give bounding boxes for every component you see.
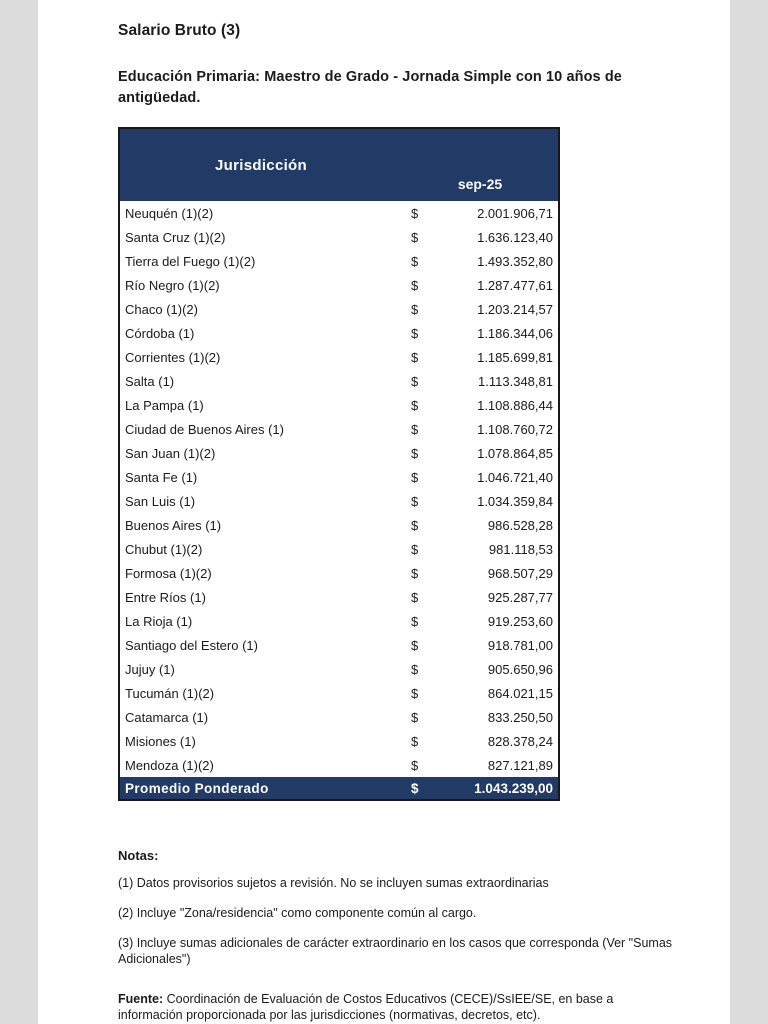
- salary-table: [118, 127, 560, 801]
- column-header-jurisdiccion: Jurisdicción: [119, 128, 402, 201]
- amount-value: 968.507,29: [487, 565, 553, 581]
- amount-value: 925.287,77: [487, 589, 553, 605]
- table-row: [119, 561, 559, 585]
- currency-symbol: $: [411, 349, 419, 365]
- currency-symbol: $: [411, 733, 419, 749]
- currency-symbol: $: [411, 253, 419, 269]
- currency-symbol: $: [411, 469, 419, 485]
- currency-symbol: $: [411, 709, 419, 725]
- footer-label: Promedio Ponderado: [119, 777, 402, 800]
- amount-value: 833.250,50: [487, 709, 553, 725]
- currency-symbol: $: [411, 589, 419, 605]
- currency-symbol: $: [411, 780, 419, 796]
- jurisdiction-cell: Chaco (1)(2): [125, 301, 198, 317]
- amount-value: 1.046.721,40: [477, 469, 553, 485]
- currency-symbol: $: [411, 517, 419, 533]
- table-row: [119, 225, 559, 249]
- table-row: [119, 633, 559, 657]
- amount-cell: [402, 441, 559, 465]
- jurisdiction-cell: Neuquén (1)(2): [125, 205, 214, 221]
- table-row: [119, 417, 559, 441]
- jurisdiction-cell: La Pampa (1): [125, 397, 204, 413]
- footer-amount-cell: [402, 777, 559, 800]
- amount-value: 864.021,15: [487, 685, 553, 701]
- source-label: Fuente:: [118, 992, 164, 1007]
- amount-value: 981.118,53: [488, 541, 553, 557]
- amount-cell: [402, 633, 559, 657]
- currency-symbol: $: [411, 205, 419, 221]
- currency-symbol: $: [411, 661, 419, 677]
- jurisdiction-cell: San Luis (1): [125, 493, 196, 509]
- amount-value: 1.108.886,44: [477, 397, 553, 413]
- amount-cell: [402, 753, 559, 777]
- table-header: [119, 128, 559, 201]
- amount-cell: [402, 681, 559, 705]
- footer-amount-value: 1.043.239,00: [474, 780, 553, 796]
- amount-cell: [402, 249, 559, 273]
- jurisdiction-cell: Buenos Aires (1): [125, 517, 222, 533]
- column-header-period: sep-25: [402, 128, 559, 201]
- table-row: [119, 321, 559, 345]
- amount-value: 1.078.864,85: [477, 445, 553, 461]
- amount-cell: [402, 609, 559, 633]
- table-body: [119, 201, 559, 777]
- jurisdiction-cell: Formosa (1)(2): [125, 565, 212, 581]
- jurisdiction-cell: Entre Ríos (1): [125, 589, 206, 605]
- jurisdiction-cell: Tierra del Fuego (1)(2): [125, 253, 256, 269]
- note-item-2: (2) Incluye "Zona/residencia" como componente común al cargo.: [118, 906, 477, 921]
- currency-symbol: $: [411, 613, 419, 629]
- jurisdiction-cell: Misiones (1): [125, 733, 196, 749]
- table-row: [119, 489, 559, 513]
- page-title: Salario Bruto (3): [118, 22, 241, 39]
- amount-cell: [402, 225, 559, 249]
- notes-heading: Notas:: [118, 848, 159, 864]
- amount-value: 1.186.344,06: [477, 325, 553, 341]
- jurisdiction-cell: Córdoba (1): [125, 325, 195, 341]
- currency-symbol: $: [411, 373, 419, 389]
- amount-cell: [402, 729, 559, 753]
- currency-symbol: $: [411, 325, 419, 341]
- document-page: [38, 0, 730, 1024]
- jurisdiction-cell: Mendoza (1)(2): [125, 757, 214, 773]
- table-row: [119, 297, 559, 321]
- jurisdiction-cell: Corrientes (1)(2): [125, 349, 221, 365]
- amount-value: 905.650,96: [487, 661, 553, 677]
- table-row: [119, 729, 559, 753]
- amount-value: 1.113.348,81: [478, 373, 553, 389]
- amount-cell: [402, 345, 559, 369]
- amount-cell: [402, 585, 559, 609]
- table-row: [119, 441, 559, 465]
- amount-value: 828.378,24: [487, 733, 553, 749]
- jurisdiction-cell: Santiago del Estero (1): [125, 637, 258, 653]
- table-row: [119, 393, 559, 417]
- source-text: Coordinación de Evaluación de Costos Educativos (CECE)/SsIEE/SE, en base a información proporcionada por las jurisdicciones (normativas, decretos, etc).: [118, 992, 614, 1023]
- amount-cell: [402, 393, 559, 417]
- amount-cell: [402, 465, 559, 489]
- amount-cell: [402, 489, 559, 513]
- amount-cell: [402, 537, 559, 561]
- table-row: [119, 609, 559, 633]
- jurisdiction-cell: Jujuy (1): [125, 661, 175, 677]
- amount-value: 918.781,00: [487, 637, 553, 653]
- table-row: [119, 657, 559, 681]
- jurisdiction-cell: Salta (1): [125, 373, 175, 389]
- currency-symbol: $: [411, 397, 419, 413]
- table-row: [119, 537, 559, 561]
- currency-symbol: $: [411, 277, 419, 293]
- amount-value: 986.528,28: [487, 517, 553, 533]
- amount-value: 827.121,89: [487, 757, 553, 773]
- note-item-3: (3) Incluye sumas adicionales de carácter extraordinario en los casos que corresponda (Ver "Sumas Adicionales"): [118, 936, 673, 967]
- table-footer: [119, 777, 559, 800]
- amount-cell: [402, 657, 559, 681]
- jurisdiction-cell: Chubut (1)(2): [125, 541, 203, 557]
- amount-cell: [402, 297, 559, 321]
- amount-cell: [402, 705, 559, 729]
- currency-symbol: $: [411, 565, 419, 581]
- amount-value: 1.287.477,61: [477, 277, 553, 293]
- table-row: [119, 465, 559, 489]
- table-row: [119, 753, 559, 777]
- amount-value: 2.001.906,71: [477, 205, 553, 221]
- table-row: [119, 705, 559, 729]
- currency-symbol: $: [411, 493, 419, 509]
- notes-section: [118, 848, 693, 967]
- jurisdiction-cell: Catamarca (1): [125, 709, 209, 725]
- amount-cell: [402, 273, 559, 297]
- amount-value: 1.108.760,72: [477, 421, 553, 437]
- jurisdiction-cell: Río Negro (1)(2): [125, 277, 220, 293]
- jurisdiction-cell: Tucumán (1)(2): [125, 685, 215, 701]
- amount-cell: [402, 561, 559, 585]
- table-row: [119, 201, 559, 225]
- table-row: [119, 681, 559, 705]
- source-section: [118, 991, 678, 1024]
- currency-symbol: $: [411, 421, 419, 437]
- jurisdiction-cell: La Rioja (1): [125, 613, 193, 629]
- table-row: [119, 369, 559, 393]
- currency-symbol: $: [411, 541, 419, 557]
- amount-cell: [402, 321, 559, 345]
- jurisdiction-cell: San Juan (1)(2): [125, 445, 216, 461]
- jurisdiction-cell: Ciudad de Buenos Aires (1): [125, 421, 284, 437]
- amount-value: 1.034.359,84: [477, 493, 553, 509]
- table-row: [119, 249, 559, 273]
- jurisdiction-cell: Santa Cruz (1)(2): [125, 229, 226, 245]
- amount-value: 1.185.699,81: [477, 349, 553, 365]
- table-row: [119, 273, 559, 297]
- currency-symbol: $: [411, 301, 419, 317]
- currency-symbol: $: [411, 757, 419, 773]
- amount-cell: [402, 513, 559, 537]
- amount-cell: [402, 369, 559, 393]
- amount-cell: [402, 201, 559, 225]
- amount-value: 1.493.352,80: [477, 253, 553, 269]
- amount-value: 919.253,60: [487, 613, 553, 629]
- table-row: [119, 513, 559, 537]
- table-row: [119, 345, 559, 369]
- currency-symbol: $: [411, 229, 419, 245]
- weighted-average-row: [119, 777, 559, 800]
- jurisdiction-cell: Santa Fe (1): [125, 469, 198, 485]
- currency-symbol: $: [411, 637, 419, 653]
- currency-symbol: $: [411, 685, 419, 701]
- table-row: [119, 585, 559, 609]
- amount-value: 1.203.214,57: [477, 301, 553, 317]
- page-subtitle: Educación Primaria: Maestro de Grado - Jornada Simple con 10 años de antigüedad.: [118, 69, 622, 106]
- note-item-1: (1) Datos provisorios sujetos a revisión. No se incluyen sumas extraordinarias: [118, 876, 549, 891]
- amount-value: 1.636.123,40: [477, 229, 553, 245]
- currency-symbol: $: [411, 445, 419, 461]
- amount-cell: [402, 417, 559, 441]
